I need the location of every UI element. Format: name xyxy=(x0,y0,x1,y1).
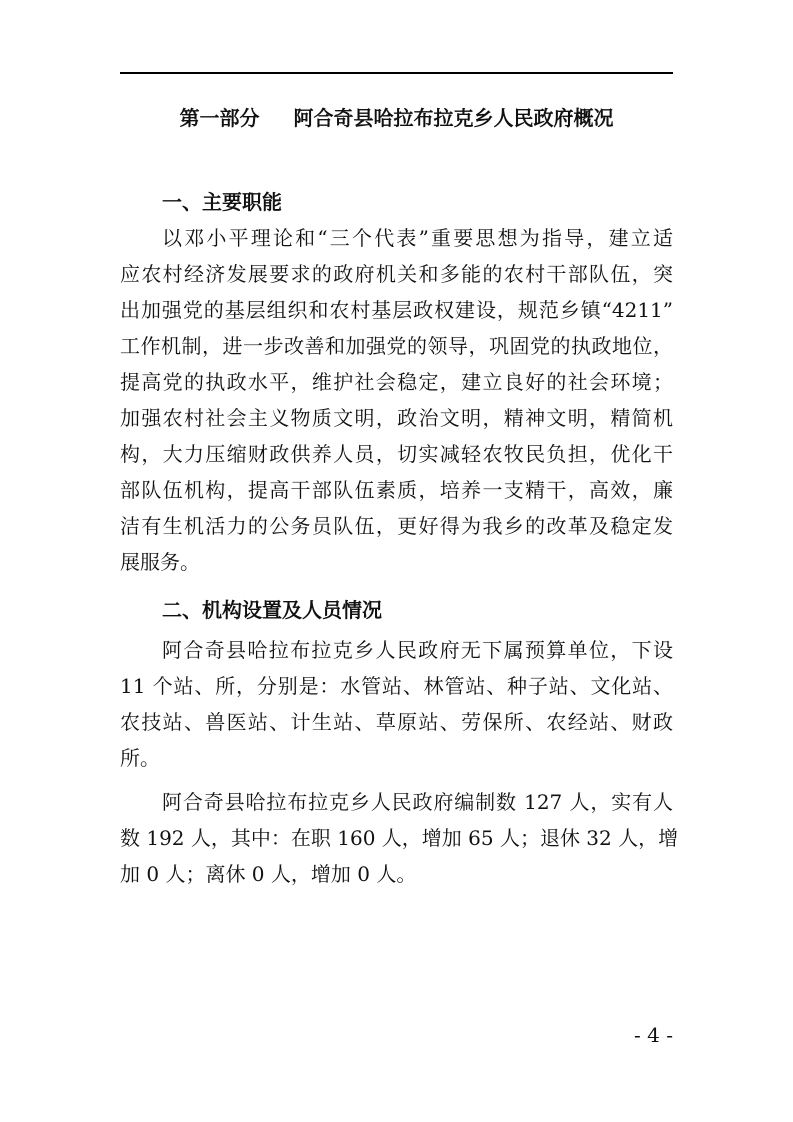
paragraph-line: 应农村经济发展要求的政府机关和多能的农村干部队伍，突 xyxy=(120,262,673,286)
paragraph-line: 展服务。 xyxy=(120,550,200,574)
part-label: 第一部分 xyxy=(179,106,260,130)
paragraph-line: 出加强党的基层组织和农村基层政权建设，规范乡镇“4211” xyxy=(120,298,673,322)
paragraph-line: 以邓小平理论和“三个代表”重要思想为指导，建立适 xyxy=(162,226,673,250)
page-number: - 4 - xyxy=(634,1023,673,1047)
paragraph-line: 数 192 人，其中：在职 160 人，增加 65 人；退休 32 人，增 xyxy=(120,826,679,850)
paragraph-line: 工作机制，进一步改善和加强党的领导，巩固党的执政地位， xyxy=(120,334,673,358)
paragraph-line: 部队伍机构，提高干部队伍素质，培养一支精干，高效，廉 xyxy=(120,478,673,502)
section-2-paragraph-2 xyxy=(120,784,679,892)
paragraph-line: 洁有生机活力的公务员队伍，更好得为我乡的改革及稳定发 xyxy=(120,514,673,538)
paragraph-line: 加强农村社会主义物质文明，政治文明，精神文明，精简机 xyxy=(120,406,673,430)
paragraph-line: 11 个站、所，分别是：水管站、林管站、种子站、文化站、 xyxy=(120,674,673,698)
paragraph-line: 阿合奇县哈拉布拉克乡人民政府编制数 127 人，实有人 xyxy=(162,790,673,814)
paragraph-line: 所。 xyxy=(120,746,160,770)
paragraph-line: 加 0 人；离休 0 人，增加 0 人。 xyxy=(120,862,417,886)
section-1-paragraph-1 xyxy=(120,220,673,580)
paragraph-line: 阿合奇县哈拉布拉克乡人民政府无下属预算单位，下设 xyxy=(162,638,673,662)
paragraph-line: 农技站、兽医站、计生站、草原站、劳保所、农经站、财政 xyxy=(120,710,673,734)
paragraph-line: 构，大力压缩财政供养人员，切实减轻农牧民负担，优化干 xyxy=(120,442,673,466)
paragraph-line: 提高党的执政水平，维护社会稳定，建立良好的社会环境； xyxy=(120,370,673,394)
section-heading-1: 一、主要职能 xyxy=(162,190,282,214)
part-title-text: 阿合奇县哈拉布拉克乡人民政府概况 xyxy=(293,106,614,130)
section-heading-2: 二、机构设置及人员情况 xyxy=(162,598,382,622)
part-title xyxy=(120,100,673,136)
section-2-paragraph-1 xyxy=(120,632,673,776)
header-rule xyxy=(120,72,673,74)
